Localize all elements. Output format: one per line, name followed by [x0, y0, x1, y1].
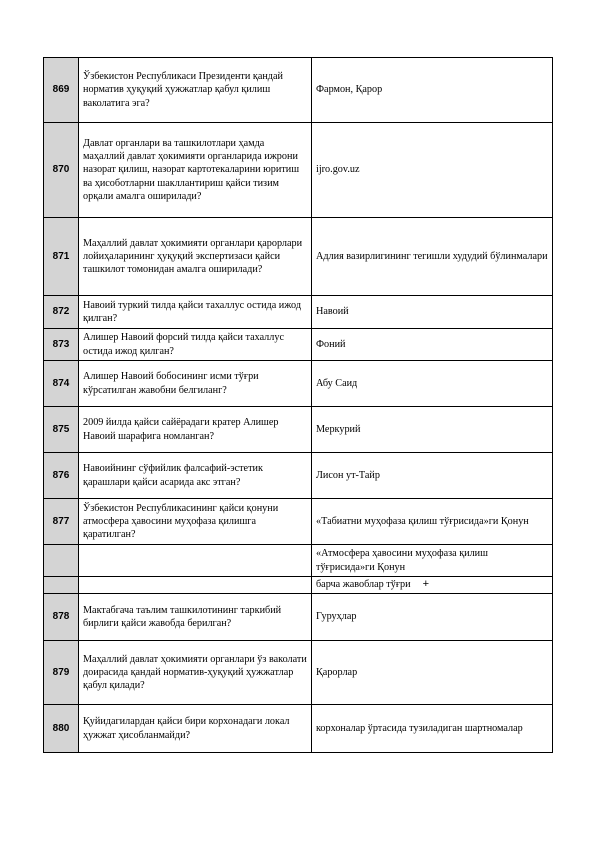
row-number: 874: [44, 361, 79, 407]
table-row: [44, 58, 553, 123]
table-row: [44, 545, 553, 577]
answer-cell: Қарорлар: [312, 641, 553, 705]
table-row: [44, 705, 553, 753]
table-row: [44, 329, 553, 361]
table-row: [44, 407, 553, 453]
table-row: [44, 296, 553, 329]
question-cell: Ўзбекистон Республикасининг қайси қонуни атмосфера ҳавосини муҳофаза қилишга қаратилган?: [79, 499, 312, 545]
answer-cell: Лисон ут-Тайр: [312, 453, 553, 499]
question-cell: Навоий туркий тилда қайси тахаллус остида ижод қилган?: [79, 296, 312, 329]
question-cell: Алишер Навоий форсий тилда қайси тахаллус остида ижод қилган?: [79, 329, 312, 361]
table-row: [44, 218, 553, 296]
row-number: 872: [44, 296, 79, 329]
correct-mark: +: [422, 578, 430, 591]
answer-cell: корхоналар ўртасида тузиладиган шартномалар: [312, 705, 553, 753]
answer-cell: Адлия вазирлигининг тегишли худудий бўлинмалари: [312, 218, 553, 296]
question-cell: Давлат органлари ва ташкилотлари ҳамда маҳаллий давлат ҳокимияти органларида ижрони назорат қилиш, назорат картотекаларини юритиш ва ҳисоботларни шакллантириш қайси тизим орқали амалга оширилади?: [79, 123, 312, 218]
answer-cell: Фоний: [312, 329, 553, 361]
answer-cell: Меркурий: [312, 407, 553, 453]
question-cell: Маҳаллий давлат ҳокимияти органлари қарорлари лойиҳаларининг ҳуқуқий экспертизаси қайси ташкилот томонидан амалга оширилади?: [79, 218, 312, 296]
row-number: 880: [44, 705, 79, 753]
question-cell: Қуйидагилардан қайси бири корхонадаги локал ҳужжат ҳисобланмайди?: [79, 705, 312, 753]
table-row: [44, 361, 553, 407]
row-number: 873: [44, 329, 79, 361]
table-row: [44, 641, 553, 705]
qa-table: [43, 57, 553, 753]
answer-cell: «Атмосфера ҳавосини муҳофаза қилиш тўғрисида»ги Қонун: [312, 545, 553, 577]
table-row: [44, 123, 553, 218]
table-row: [44, 577, 553, 594]
answer-cell: ijro.gov.uz: [312, 123, 553, 218]
document-page: [43, 57, 552, 753]
answer-cell: [312, 577, 553, 594]
row-number: 875: [44, 407, 79, 453]
row-number: [44, 577, 79, 594]
row-number: 871: [44, 218, 79, 296]
question-cell: [79, 545, 312, 577]
row-number: 869: [44, 58, 79, 123]
question-cell: Ўзбекистон Республикаси Президенти қандай норматив ҳуқуқий ҳужжатлар қабул қилиш ваколатига эга?: [79, 58, 312, 123]
table-row: [44, 594, 553, 641]
row-number: 870: [44, 123, 79, 218]
answer-cell: Навоий: [312, 296, 553, 329]
table-row: [44, 453, 553, 499]
table-row: [44, 499, 553, 545]
row-number: 877: [44, 499, 79, 545]
answer-cell: Гуруҳлар: [312, 594, 553, 641]
answer-cell: Абу Саид: [312, 361, 553, 407]
row-number: 876: [44, 453, 79, 499]
answer-cell: «Табиатни муҳофаза қилиш тўғрисида»ги Қонун: [312, 499, 553, 545]
question-cell: [79, 577, 312, 594]
question-cell: Навоийнинг сўфийлик фалсафий-эстетик қарашлари қайси асарида акс этган?: [79, 453, 312, 499]
row-number: 878: [44, 594, 79, 641]
row-number: 879: [44, 641, 79, 705]
answer-cell: Фармон, Қарор: [312, 58, 553, 123]
question-cell: Маҳаллий давлат ҳокимияти органлари ўз ваколати доирасида қандай норматив-ҳуқуқий ҳужжатлар қабул қилади?: [79, 641, 312, 705]
question-cell: 2009 йилда қайси сайёрадаги кратер Алишер Навоий шарафига номланган?: [79, 407, 312, 453]
row-number: [44, 545, 79, 577]
question-cell: Мактабгача таълим ташкилотининг таркибий бирлиги қайси жавобда берилган?: [79, 594, 312, 641]
answer-text: барча жавоблар тўғри: [316, 579, 411, 591]
question-cell: Алишер Навоий бобосининг исми тўғри кўрсатилган жавобни белгиланг?: [79, 361, 312, 407]
